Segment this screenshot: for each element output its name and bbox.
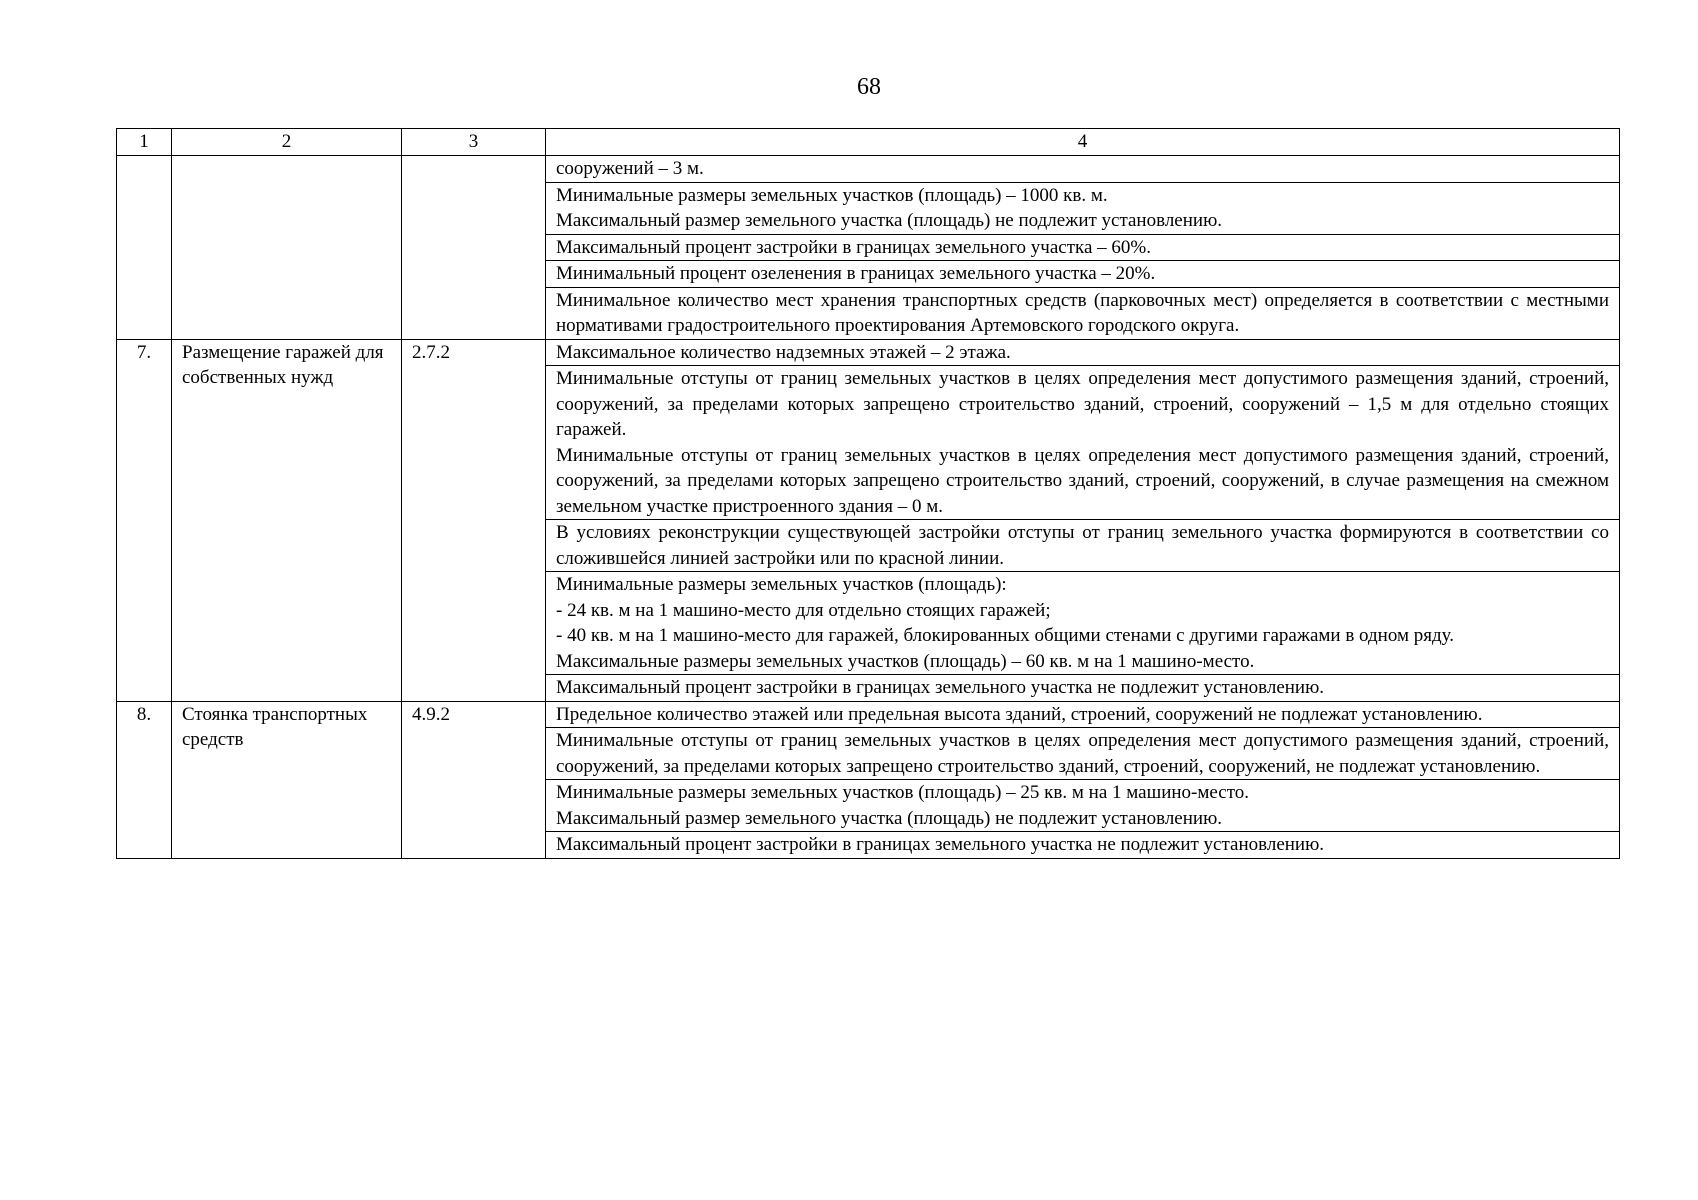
table-row <box>117 339 1620 366</box>
parameter-text: Минимальные размеры земельных участков (площадь): <box>556 574 1007 595</box>
parameter-text: - 24 кв. м на 1 машино-место для отдельно стоящих гаражей; <box>556 599 1051 621</box>
column-header-1: 1 <box>117 129 172 156</box>
parameter-cell: Минимальные отступы от границ земельных участков в целях определения мест допустимого размещения зданий, строений, сооружений, за пределами которых запрещено строительство зданий, строений, сооружений, не подлежат установлению. <box>546 728 1620 780</box>
parameter-cell: Максимальное количество надземных этажей – 2 этажа. <box>546 339 1620 366</box>
parameter-text: Максимальные размеры земельных участков (площадь) – 60 кв. м на 1 машино-место. <box>556 650 1255 672</box>
parameter-text: Максимальный размер земельного участка (площадь) не подлежит установлению. <box>556 807 1223 829</box>
table-header-row <box>117 129 1620 156</box>
row-number-cell: 7. <box>117 339 172 701</box>
use-name-cell <box>172 156 402 340</box>
parameter-cell: Максимальный процент застройки в границах земельного участка не подлежит установлению. <box>546 832 1620 859</box>
parameter-cell: Максимальный процент застройки в границах земельного участка – 60%. <box>546 234 1620 261</box>
use-name-cell: Стоянка транспортных средств <box>172 701 402 858</box>
parameter-text: - 40 кв. м на 1 машино-место для гаражей, блокированных общими стенами с другими гаражами в одном ряду. <box>556 625 1455 646</box>
parameter-cell: Максимальный процент застройки в границах земельного участка не подлежит установлению. <box>546 675 1620 702</box>
parameter-cell <box>546 182 1620 234</box>
parameter-cell: Минимальное количество мест хранения транспортных средств (парковочных мест) определяется в соответствии с местными нормативами градостроительного проектирования Артемовского городского округа. <box>546 287 1620 339</box>
use-code-cell: 2.7.2 <box>402 339 546 701</box>
column-header-4: 4 <box>546 129 1620 156</box>
parameter-text: Минимальные размеры земельных участков (площадь) – 25 кв. м на 1 машино-место. <box>556 782 1250 803</box>
parameter-cell: В условиях реконструкции существующей застройки отступы от границ земельного участка формируются в соответствии со сложившейся линией застройки или по красной линии. <box>546 520 1620 572</box>
parameter-text: Минимальные размеры земельных участков (площадь) – 1000 кв. м. <box>556 184 1108 206</box>
row-number-cell <box>117 156 172 340</box>
parameter-text: Минимальные отступы от границ земельных участков в целях определения мест допустимого размещения зданий, строений, сооружений, за пределами которых запрещено строительство зданий, строений, сооружений, в случае размещения на смежном земельном участке пристроенного здания – 0 м. <box>556 444 1609 517</box>
parameter-cell: Предельное количество этажей или предельная высота зданий, строений, сооружений не подлежат установлению. <box>546 701 1620 728</box>
table-row <box>117 701 1620 728</box>
page-number: 68 <box>857 74 881 100</box>
parameter-cell <box>546 572 1620 675</box>
use-name-cell: Размещение гаражей для собственных нужд <box>172 339 402 701</box>
parameter-cell <box>546 780 1620 832</box>
table-row <box>117 156 1620 183</box>
use-code-cell <box>402 156 546 340</box>
row-number-cell: 8. <box>117 701 172 858</box>
parameter-text: Максимальный размер земельного участка (площадь) не подлежит установлению. <box>556 210 1223 231</box>
column-header-2: 2 <box>172 129 402 156</box>
parameter-cell: сооружений – 3 м. <box>546 156 1620 183</box>
use-code-cell: 4.9.2 <box>402 701 546 858</box>
parameter-cell <box>546 366 1620 520</box>
parameter-text: Минимальные отступы от границ земельных участков в целях определения мест допустимого размещения зданий, строений, сооружений, за пределами которых запрещено строительство зданий, строений, сооружений – 1,5 м для отдельно стоящих гаражей. <box>556 368 1609 440</box>
regulations-table <box>116 128 1620 859</box>
column-header-3: 3 <box>402 129 546 156</box>
parameter-cell: Минимальный процент озеленения в границах земельного участка – 20%. <box>546 261 1620 288</box>
